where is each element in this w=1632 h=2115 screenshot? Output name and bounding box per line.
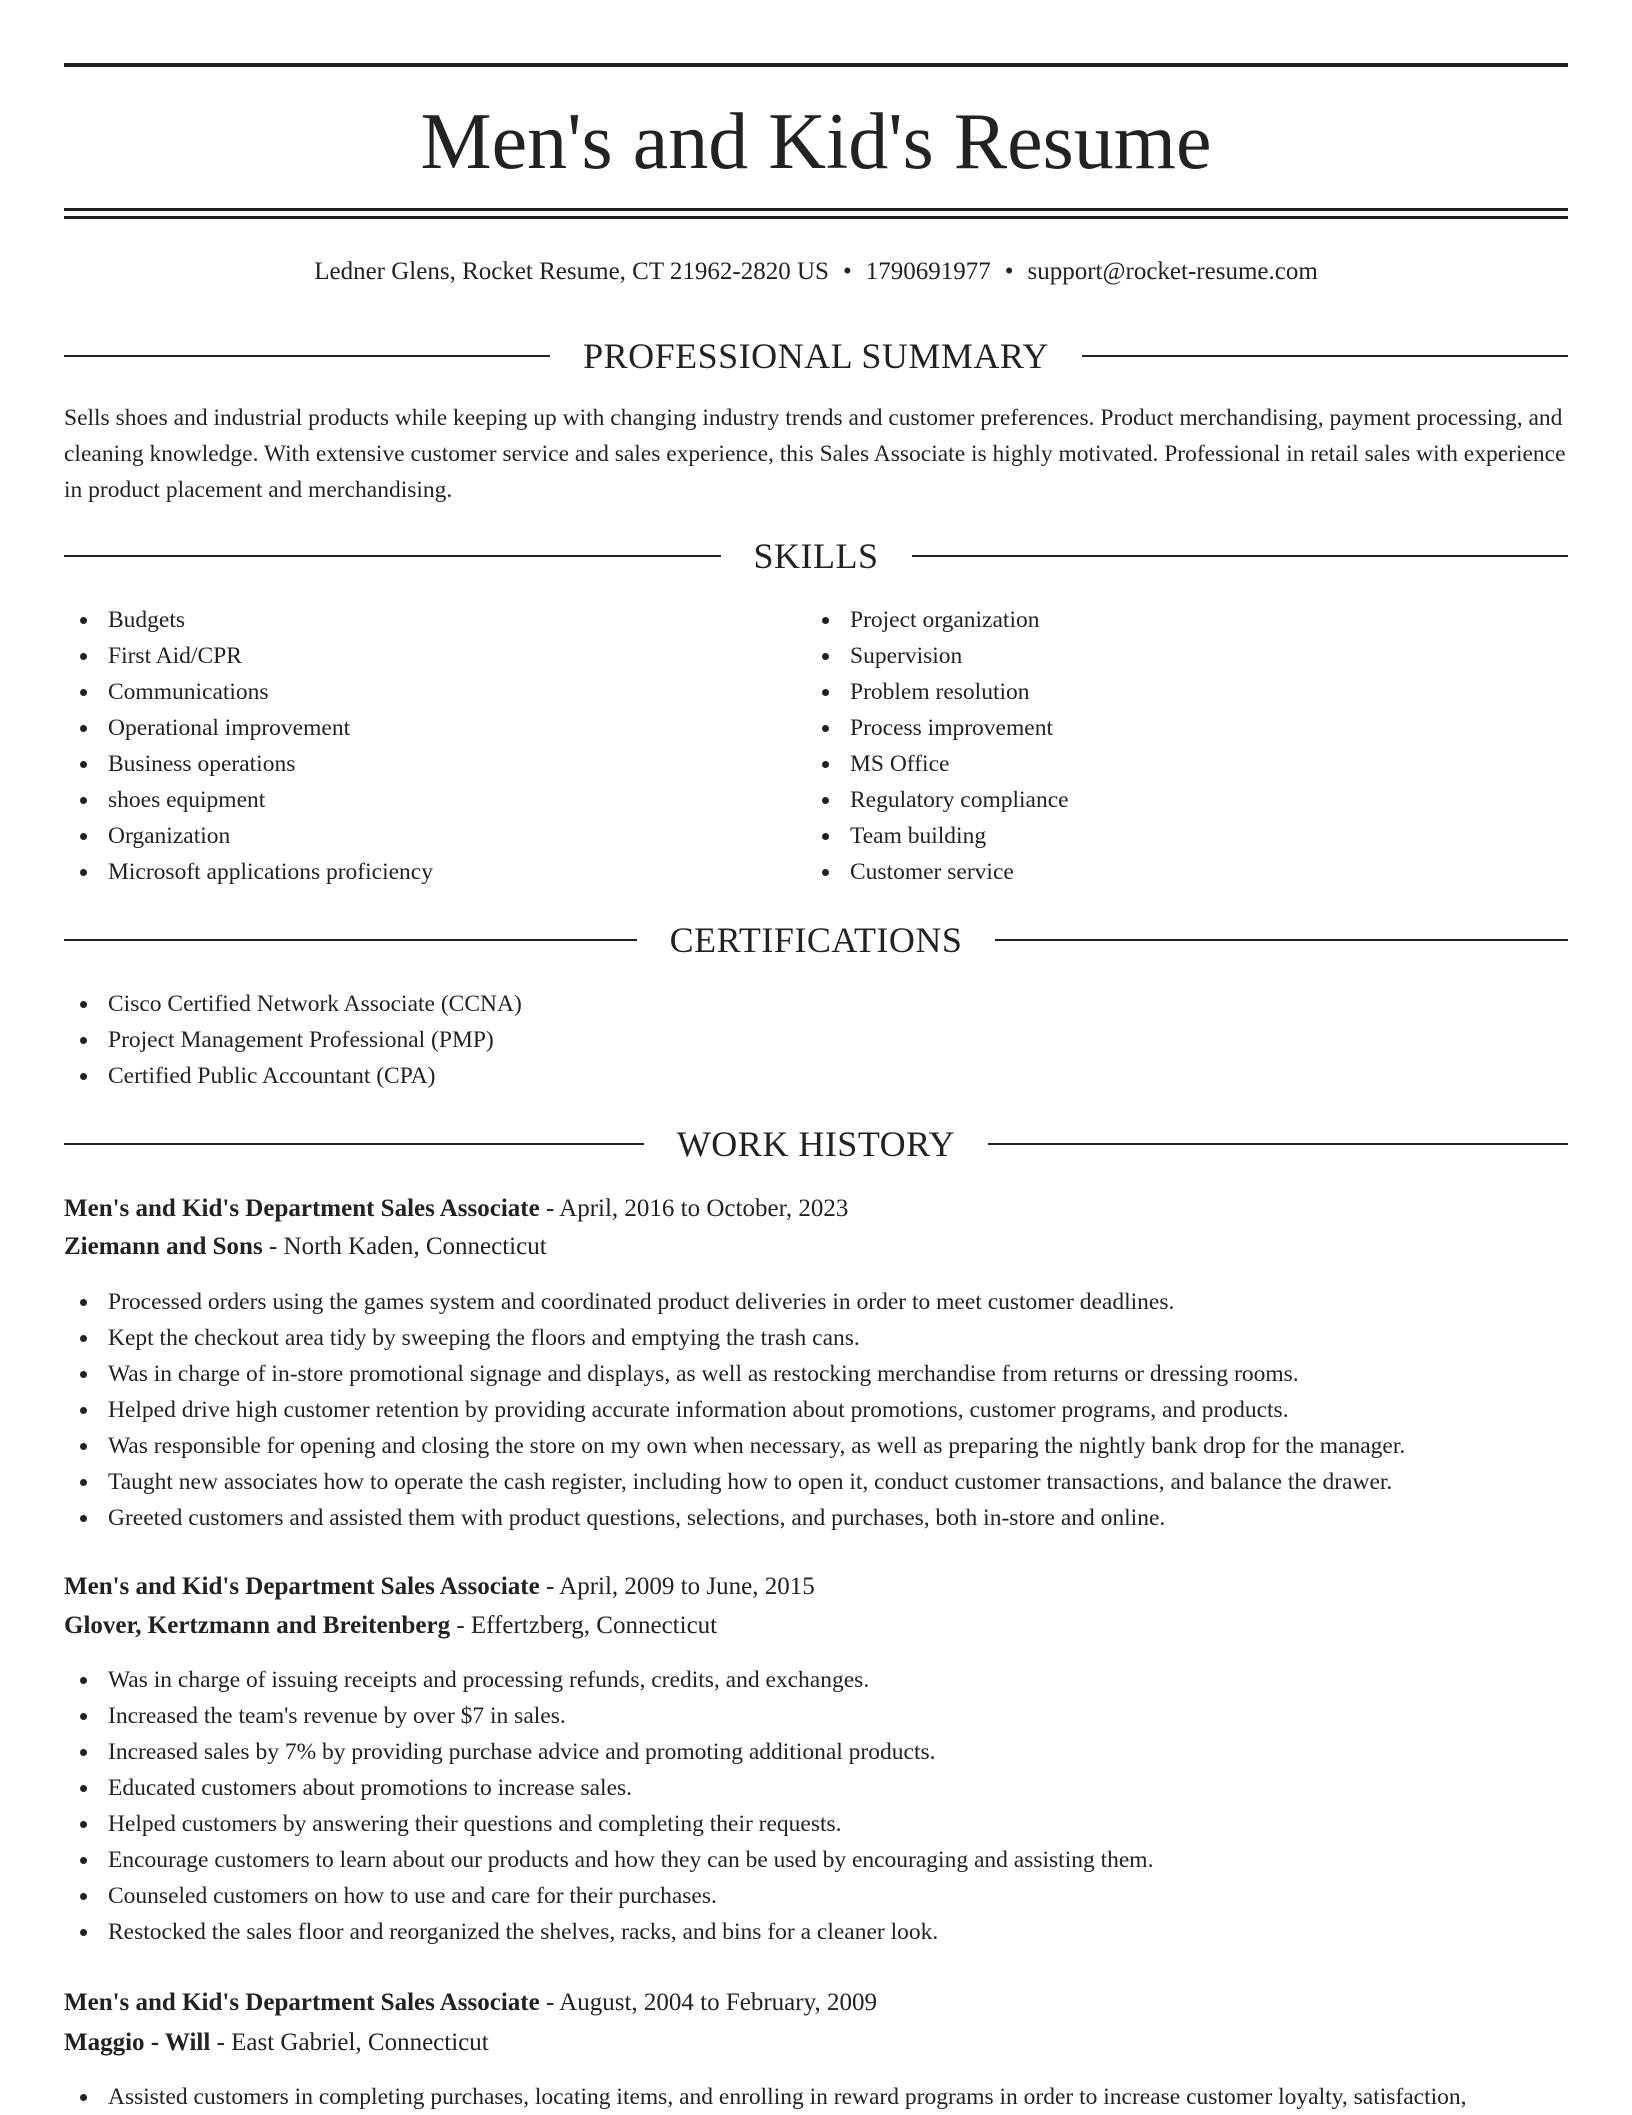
section-title: PROFESSIONAL SUMMARY [583,336,1049,376]
job-duty: Restocked the sales floor and reorganized the shelves, racks, and bins for a cleaner look. [64,1914,1568,1950]
job-duty: Processed orders using the games system and coordinated product deliveries in order to meet customer deadlines. [64,1284,1568,1320]
job-location: North Kaden, Connecticut [283,1233,547,1260]
certification-item: Certified Public Accountant (CPA) [64,1058,1568,1094]
skill-item: Budgets [64,602,784,638]
job-separator: - [539,1195,560,1222]
job-duty: Encourage customers to learn about our products and how they can be used by encouraging and assisting them. [64,1842,1568,1878]
job-location: East Gabriel, Connecticut [231,2029,489,2056]
header-top-rule [64,63,1568,67]
skill-item: Problem resolution [806,674,1526,710]
job-separator: - [539,1989,560,2016]
job-title-line [64,1984,1568,2022]
job-duty: Greeted customers and assisted them with product questions, selections, and purchases, both in-store and online. [64,1500,1568,1536]
section-heading-certifications [64,918,1568,962]
contact-line [64,254,1568,290]
contact-email: support@rocket-resume.com [1027,258,1318,285]
job-duty: Kept the checkout area tidy by sweeping the floors and emptying the trash cans. [64,1320,1568,1356]
job-separator: - [210,2029,232,2056]
contact-separator: • [842,258,852,285]
skill-item: Business operations [64,746,784,782]
job-title: Men's and Kid's Department Sales Associate [64,1989,540,2016]
job-duties-list [64,1662,1568,1950]
job-company: Ziemann and Sons [64,1233,263,1260]
skill-item: Organization [64,818,784,854]
job-separator: - [450,1612,471,1639]
job-duty: Educated customers about promotions to increase sales. [64,1770,1568,1806]
contact-address: Ledner Glens, Rocket Resume, CT 21962-2820 US [314,258,829,285]
job-company: Glover, Kertzmann and Breitenberg [64,1612,451,1639]
heading-rule-left [64,555,721,557]
job-location: Effertzberg, Connecticut [470,1612,718,1639]
skills-list-left [64,602,784,890]
contact-phone: 1790691977 [865,258,991,285]
skill-item: Microsoft applications proficiency [64,854,784,890]
skill-item: shoes equipment [64,782,784,818]
skill-item: Customer service [806,854,1526,890]
job-dates: August, 2004 to February, 2009 [559,1989,877,2016]
job-duty: Counseled customers on how to use and care for their purchases. [64,1878,1568,1914]
skill-item: First Aid/CPR [64,638,784,674]
summary-text: Sells shoes and industrial products while keeping up with changing industry trends and customer preferences. Product merchandising, payment processing, and cleaning knowledge. With extensive customer service and sales experience, this Sales Associate is highly motivated. Professional in retail sales with experience in product placement and merchandising. [64,405,1566,503]
section-heading-skills [64,534,1568,578]
skill-item: Operational improvement [64,710,784,746]
section-heading-work-history [64,1122,1568,1166]
skills-column-left [64,602,784,890]
job-duty: Helped customers by answering their questions and completing their requests. [64,1806,1568,1842]
job-separator: - [539,1573,560,1600]
section-title: CERTIFICATIONS [669,920,963,960]
header-double-rule-lower [64,216,1568,219]
skill-item: Supervision [806,638,1526,674]
heading-rule-right [988,1143,1568,1145]
section-title: SKILLS [753,536,879,576]
job-dates: April, 2016 to October, 2023 [559,1195,849,1222]
heading-rule-left [64,939,637,941]
job-duty: Was responsible for opening and closing the store on my own when necessary, as well as preparing the nightly bank drop for the manager. [64,1428,1568,1464]
job-duties-list [64,1284,1568,1536]
job-title: Men's and Kid's Department Sales Associate [64,1195,540,1222]
job-title: Men's and Kid's Department Sales Associate [64,1573,540,1600]
header-double-rule-upper [64,208,1568,211]
section-title: WORK HISTORY [676,1124,956,1164]
job-duty: Assisted customers in completing purchases, locating items, and enrolling in reward programs in order to increase customer loyalty, satisfaction, [64,2079,1568,2115]
heading-rule-left [64,355,550,357]
skills-column-right [806,602,1526,890]
job-title-line [64,1190,1568,1228]
job-separator: - [262,1233,284,1260]
resume-title: Men's and Kid's Resume [420,98,1212,186]
heading-rule-left [64,1143,644,1145]
job-duty: Was in charge of in-store promotional signage and displays, as well as restocking merchandise from returns or dressing rooms. [64,1356,1568,1392]
certification-item: Project Management Professional (PMP) [64,1022,1568,1058]
job-dates: April, 2009 to June, 2015 [559,1573,815,1600]
job-duty: Increased the team's revenue by over $7 in sales. [64,1698,1568,1734]
job-company-line [64,1607,1568,1645]
section-heading-summary [64,334,1568,378]
skill-item: Communications [64,674,784,710]
job-company-line [64,2024,1568,2062]
skill-item: MS Office [806,746,1526,782]
skill-item: Process improvement [806,710,1526,746]
skill-item: Regulatory compliance [806,782,1526,818]
contact-separator: • [1004,258,1014,285]
job-duty: Taught new associates how to operate the cash register, including how to open it, conduct customer transactions, and balance the drawer. [64,1464,1568,1500]
job-duty: Was in charge of issuing receipts and processing refunds, credits, and exchanges. [64,1662,1568,1698]
job-company-line [64,1228,1568,1266]
heading-rule-right [912,555,1569,557]
job-duty: Increased sales by 7% by providing purchase advice and promoting additional products. [64,1734,1568,1770]
certification-item: Cisco Certified Network Associate (CCNA) [64,986,1568,1022]
job-duties-list [64,2079,1568,2115]
job-company: Maggio - Will [64,2029,211,2056]
job-title-line [64,1568,1568,1606]
skill-item: Team building [806,818,1526,854]
job-duty: Helped drive high customer retention by providing accurate information about promotions, customer programs, and products. [64,1392,1568,1428]
heading-rule-right [1082,355,1568,357]
heading-rule-right [995,939,1568,941]
skill-item: Project organization [806,602,1526,638]
skills-list-right [806,602,1526,890]
certifications-list [64,986,1568,1094]
